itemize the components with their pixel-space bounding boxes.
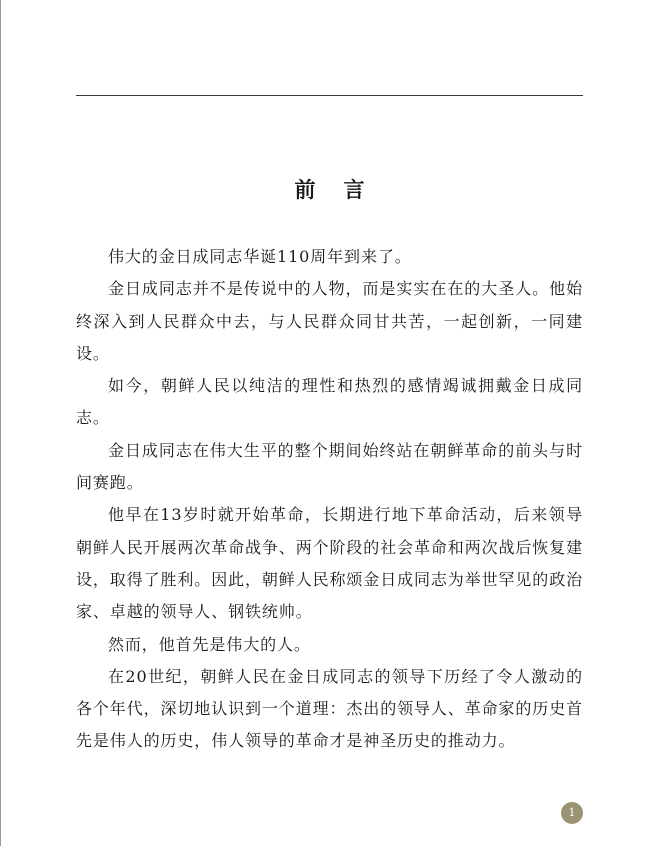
paragraph: 如今，朝鲜人民以纯洁的理性和热烈的感情竭诚拥戴金日成同志。 [76,376,583,428]
preface-body [76,241,583,758]
paragraph: 在20世纪，朝鲜人民在金日成同志的领导下历经了令人激动的各个年代，深切地认识到一个道理：杰出的领导人、革命家的历史首先是伟人的历史，伟人领导的革命才是神圣历史的推动力。 [76,666,584,751]
paragraph: 金日成同志并不是传说中的人物，而是实实在在的大圣人。他始终深入到人民群众中去，与人民群众同甘共苦，一起创新，一同建设。 [76,279,583,363]
header-rule [76,95,583,96]
paragraph: 金日成同志在伟大生平的整个期间始终站在朝鲜革命的前头与时间赛跑。 [76,440,583,493]
paragraph: 伟大的金日成同志华诞110周年到来了。 [108,247,412,266]
paragraph: 然而，他首先是伟大的人。 [108,634,311,654]
page-left-edge [0,0,1,846]
paragraph: 他早在13岁时就开始革命，长期进行地下革命活动，后来领导朝鲜人民开展两次革命战争、两个阶段的社会革命和两次战后恢复建设，取得了胜利。因此，朝鲜人民称颂金日成同志为举世罕见的政治家、卓越的领导人、钢铁统帅。 [76,505,584,622]
page-title: 前言 [294,177,393,202]
page-number-badge: 1 [561,802,583,824]
